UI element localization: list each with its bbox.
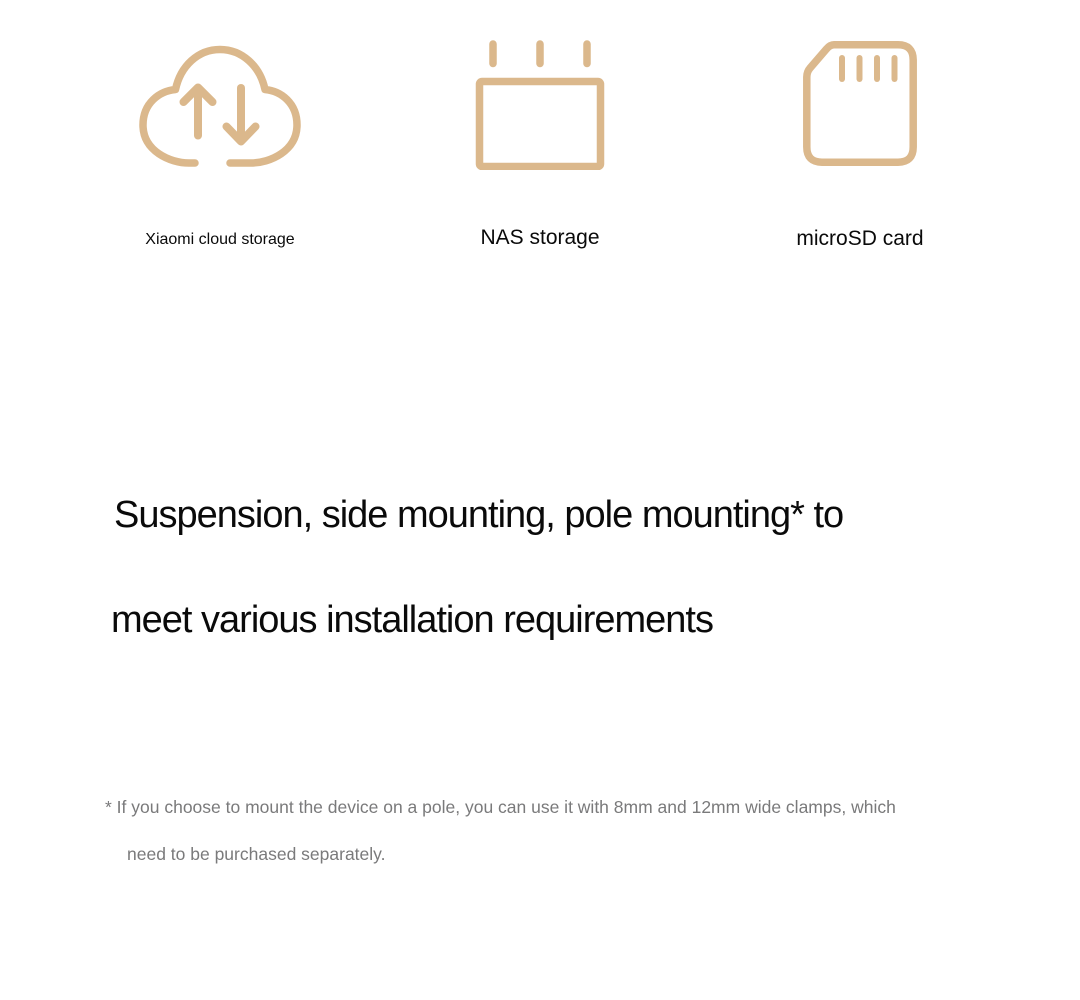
storage-options-section <box>60 40 1020 249</box>
nas-server-icon <box>474 40 606 170</box>
microsd-card-icon <box>803 40 917 171</box>
storage-option-microsd <box>700 40 1020 249</box>
storage-option-nas <box>380 40 700 249</box>
footnote-line2: need to be purchased separately. <box>127 844 386 864</box>
footnote-line1: * If you choose to mount the device on a pole, you can use it with 8mm and 12mm wide clamps, which <box>105 797 896 817</box>
mounting-heading-line1: Suspension, side mounting, pole mounting* to <box>114 494 844 536</box>
storage-option-label: NAS storage <box>480 226 600 249</box>
mounting-heading-line2: meet various installation requirements <box>111 599 713 641</box>
storage-option-label: microSD card <box>796 227 924 250</box>
cloud-upload-download-icon <box>129 40 311 170</box>
storage-option-label: Xiaomi cloud storage <box>145 231 295 248</box>
storage-option-cloud <box>60 40 380 249</box>
pole-mounting-footnote <box>105 797 896 865</box>
